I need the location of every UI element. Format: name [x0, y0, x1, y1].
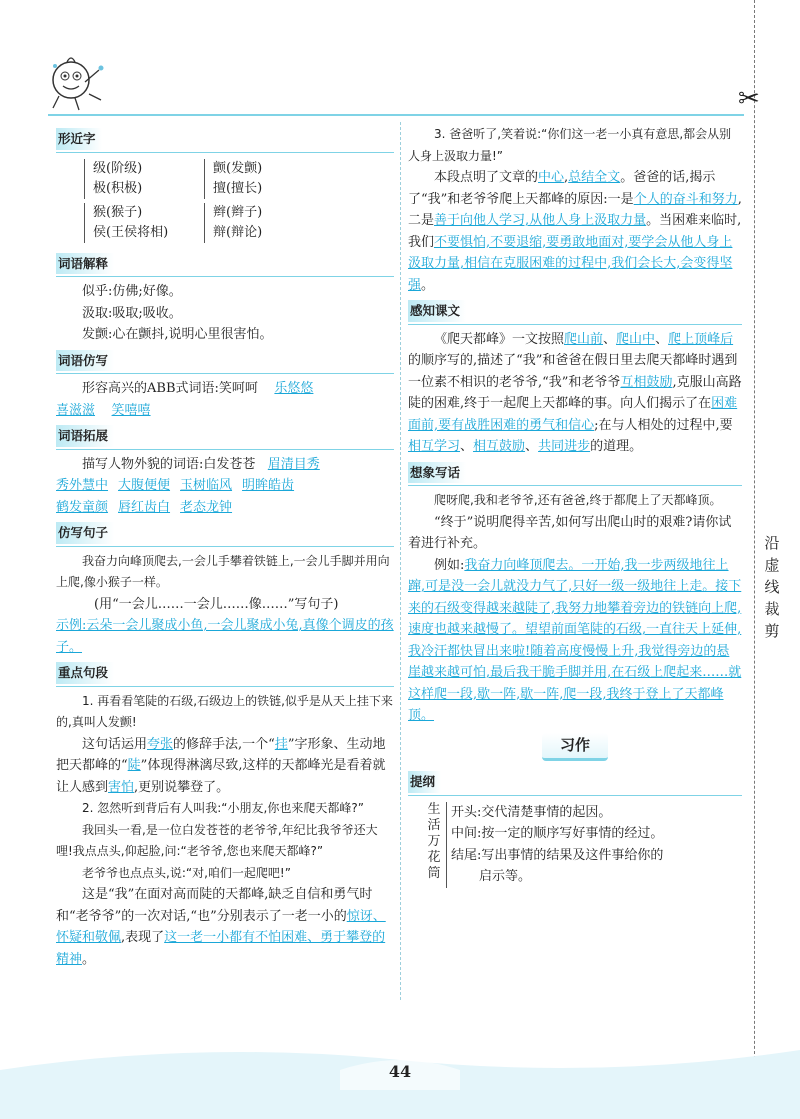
- outline-line: 结尾:写出事情的结果及这件事给你的: [451, 847, 664, 863]
- header-rule: [48, 114, 744, 116]
- char-pair: 猴(猴子) 侯(王侯将相): [84, 203, 204, 243]
- analysis-paragraph: 本段点明了文章的中心,总结全文。爸爸的话,揭示了“我”和老爷爷爬上天都峰的原因:一是个人的奋斗和努力,二是善于向他人学习,从他人身上汲取力量。当困难来临时,我们不要惧怕,不要退缩,要勇敢地面对,要学会从他人身上汲取力量,相信在克服困难的过程中,我们会长大,会变得坚强。: [408, 170, 742, 293]
- key-passage: 老爷爷也点点头,说:“对,咱们一起爬吧!”: [82, 865, 291, 880]
- answer-word: 眉清目秀: [267, 456, 320, 472]
- outline-line: 开头:交代清楚事情的起因。: [451, 804, 612, 820]
- page-number: 44: [388, 1062, 412, 1081]
- char-pair: 颤(发颤) 擅(擅长): [204, 159, 314, 199]
- writing-prompt-quote: 爬呀爬,我和老爷爷,还有爸爸,终于都爬上了天都峰顶。: [434, 493, 722, 507]
- outline-line: 中间:按一定的顺序写好事情的经过。: [451, 826, 664, 841]
- writing-prompt: “终于”说明爬得辛苦,如何写出爬山时的艰难?请你试着进行补充。: [408, 514, 732, 551]
- example-sentence: 我奋力向峰顶爬去,一会儿手攀着铁链上,一会儿手脚并用向上爬,像小猴子一样。: [56, 553, 390, 589]
- section-title-xiangxiangxiehua: 想象写话: [408, 462, 466, 484]
- left-column: [56, 124, 394, 970]
- section-title-ciyufangxie: 词语仿写: [56, 350, 114, 372]
- answer-word: 笑嘻嘻: [111, 402, 151, 418]
- answer-word: 明眸皓齿: [242, 478, 295, 493]
- answer-word: 唇红齿白: [118, 499, 171, 515]
- writing-example: 例如:我奋力向峰顶爬去。一开始,我一步两级地往上蹿,可是没一会儿就没力气了,只好一级一级地往上走。接下来的石级变得越来越陡了,我努力地攀着旁边的铁链向上爬,速度也越来越慢了。望望前面笔陡的石级,一直往天上延伸,我冷汗都快冒出来啦!随着高度慢慢上升,我觉得旁边的悬崖越来越可怕,最后我干脆手脚并用,在石级上爬起来……就这样爬一段,歇一阵,歇一阵,爬一段,我终于登上了天都峰顶。: [408, 557, 742, 723]
- outline-line: 启示等。: [479, 869, 532, 884]
- abb-prompt: 形容高兴的ABB式词语:笑呵呵: [82, 381, 258, 396]
- section-title-xizuo: 习作: [542, 733, 608, 762]
- section-title-zhongdianjuduan: 重点句段: [56, 662, 114, 684]
- right-column: [408, 124, 742, 888]
- answer-word: 老态龙钟: [180, 499, 233, 515]
- cut-instruction: 沿虚线裁剪: [764, 534, 780, 640]
- answer-word: 鹤发童颜: [56, 499, 109, 515]
- key-passage: 3. 爸爸听了,笑着说:“你们这一老一小真有意思,都会从别人身上汲取力量!”: [408, 127, 732, 163]
- answer-word: 大腹便便: [118, 478, 171, 493]
- answer-word: 秀外慧中: [56, 478, 109, 493]
- outline-title: 提纲: [408, 771, 441, 793]
- column-divider: [400, 122, 401, 1000]
- answer-word: 喜滋滋: [56, 402, 96, 418]
- similar-chars-grid: [56, 157, 394, 245]
- outline-vertical-label: 生活万花筒: [427, 801, 441, 881]
- char-pair: 级(阶级) 极(积极): [84, 159, 204, 199]
- answer-word: 乐悠悠: [274, 381, 314, 396]
- section-title-ciyutuozhan: 词语拓展: [56, 425, 114, 447]
- section-title-ganzhikewen: 感知课文: [408, 300, 466, 322]
- cut-dashed-line: [754, 0, 755, 1119]
- section-title-ciyujieshi: 词语解释: [56, 253, 114, 275]
- answer-words: [56, 475, 394, 497]
- section-title-xingjinzi: 形近字: [56, 128, 102, 150]
- analysis-paragraph: 这句话运用夸张的修辞手法,一个“挂”字形象、生动地把天都峰的“陡”体现得淋漓尽致,这样的天都峰光是看着就让人感到害怕,更别说攀登了。: [56, 736, 386, 795]
- scissors-icon: ✂: [738, 84, 760, 114]
- key-passage: 2. 忽然听到背后有人叫我:“小朋友,你也来爬天都峰?”: [82, 801, 364, 815]
- instruction: (用“一会儿……一会儿……像……”写句子): [94, 596, 339, 612]
- answer-sentence: 示例:云朵一会儿聚成小鱼,一会儿聚成小兔,真像个调皮的孩子。: [56, 618, 394, 655]
- summary-paragraph: 《爬天都峰》一文按照爬山前、爬山中、爬上顶峰后的顺序写的,描述了“我”和爸爸在假日里去爬天都峰时遇到一位素不相识的老爷爷,“我”和老爷爷互相鼓励,克服山高路陡的困难,终于一起爬上天都峰的事。向人们揭示了在困难面前,要有战胜困难的勇气和信心;在与人相处的过程中,要相互学习、相互鼓励、共同进步的道理。: [408, 331, 742, 454]
- mascot-illustration: [45, 52, 110, 114]
- analysis-paragraph: 这是“我”在面对高而陡的天都峰,缺乏自信和勇气时和“老爷爷”的一次对话,“也”分别表示了一老一小的惊讶、怀疑和敬佩,表现了这一老一小都有不怕困难、勇于攀登的精神。: [56, 887, 386, 967]
- appearance-prompt: 描写人物外貌的词语:白发苍苍: [82, 456, 256, 472]
- definition-item: 发颤:心在颤抖,说明心里很害怕。: [82, 327, 273, 342]
- char-pair: 辫(辫子) 辩(辩论): [204, 203, 314, 243]
- key-passage: 1. 再看看笔陡的石级,石级边上的铁链,似乎是从天上挂下来的,真叫人发颤!: [56, 693, 393, 729]
- answer-word: 玉树临风: [180, 478, 233, 493]
- writing-outline: [408, 802, 742, 888]
- answer-words: [56, 497, 394, 519]
- definition-item: 似乎:仿佛;好像。: [82, 284, 182, 299]
- definition-item: 汲取:吸取;吸收。: [82, 305, 182, 321]
- section-title-fangxiejuzi: 仿写句子: [56, 522, 114, 544]
- key-passage: 我回头一看,是一位白发苍苍的老爷爷,年纪比我爷爷还大哩!我点点头,仰起脸,问:“老爷爷,您也来爬天都峰?”: [56, 822, 378, 858]
